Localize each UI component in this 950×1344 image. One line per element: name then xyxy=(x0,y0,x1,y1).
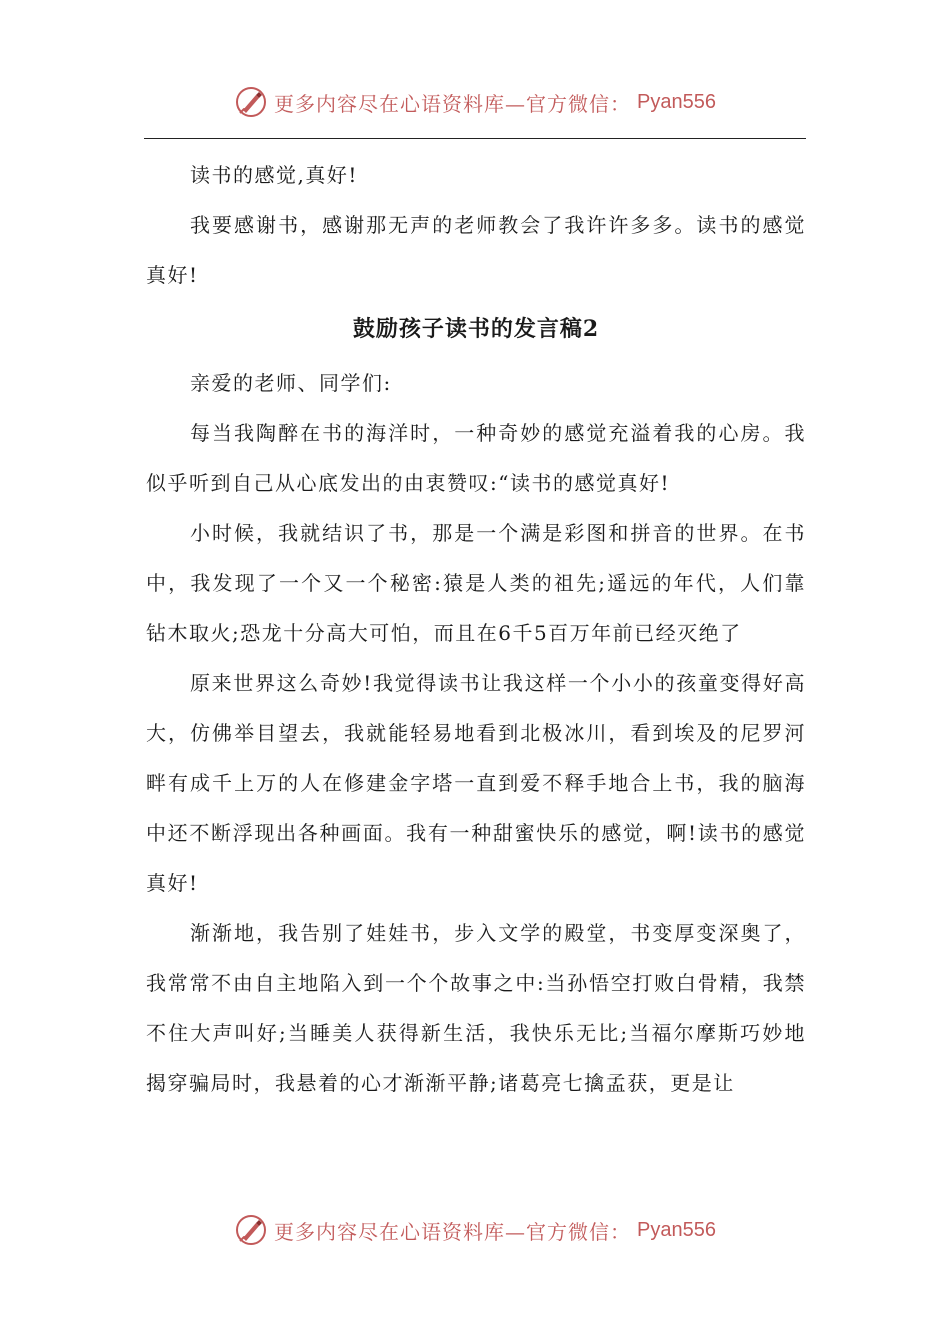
paragraph: 每当我陶醉在书的海洋时，一种奇妙的感觉充溢着我的心房。我似乎听到自己从心底发出的由衷赞叹:“读书的感觉真好! xyxy=(146,421,806,495)
footer-banner xyxy=(0,1210,950,1250)
paragraph: 渐渐地，我告别了娃娃书，步入文学的殿堂，书变厚变深奥了，我常常不由自主地陷入到一个个故事之中:当孙悟空打败白骨精，我禁不住大声叫好;当睡美人获得新生活，我快乐无比;当福尔摩斯巧妙地揭穿骗局时，我悬着的心才渐渐平静;诸葛亮七擒孟获，更是让 xyxy=(146,921,806,1095)
paragraph: 小时候，我就结识了书，那是一个满是彩图和拼音的世界。在书中，我发现了一个又一个秘密:猿是人类的祖先;遥远的年代，人们靠钻木取火;恐龙十分高大可怕，而且在6千5百万年前已经灭绝了 xyxy=(146,521,806,645)
paragraph: 原来世界这么奇妙!我觉得读书让我这样一个小小的孩童变得好高大，仿佛举目望去，我就能轻易地看到北极冰川，看到埃及的尼罗河畔有成千上万的人在修建金字塔一直到爱不释手地合上书，我的脑海中还不断浮现出各种画面。我有一种甜蜜快乐的感觉，啊!读书的感觉真好! xyxy=(146,671,806,895)
greeting: 亲爱的老师、同学们: xyxy=(190,371,392,395)
pen-circle-logo-icon xyxy=(234,1213,268,1247)
footer-banner-text: 更多内容尽在心语资料库—官方微信： xyxy=(274,1219,632,1244)
document-body xyxy=(146,150,806,1108)
footer-banner-id: Pyan556 xyxy=(637,1218,716,1241)
header-banner-text: 更多内容尽在心语资料库—官方微信： xyxy=(274,91,632,116)
header-divider xyxy=(144,138,806,139)
paragraph: 我要感谢书，感谢那无声的老师教会了我许许多多。读书的感觉真好! xyxy=(146,213,806,287)
header-banner xyxy=(0,82,950,122)
paragraph: 读书的感觉,真好! xyxy=(190,163,358,187)
section-title: 鼓励孩子读书的发言稿2 xyxy=(352,316,600,342)
header-banner-id: Pyan556 xyxy=(637,90,716,113)
pen-circle-logo-icon xyxy=(234,85,268,119)
